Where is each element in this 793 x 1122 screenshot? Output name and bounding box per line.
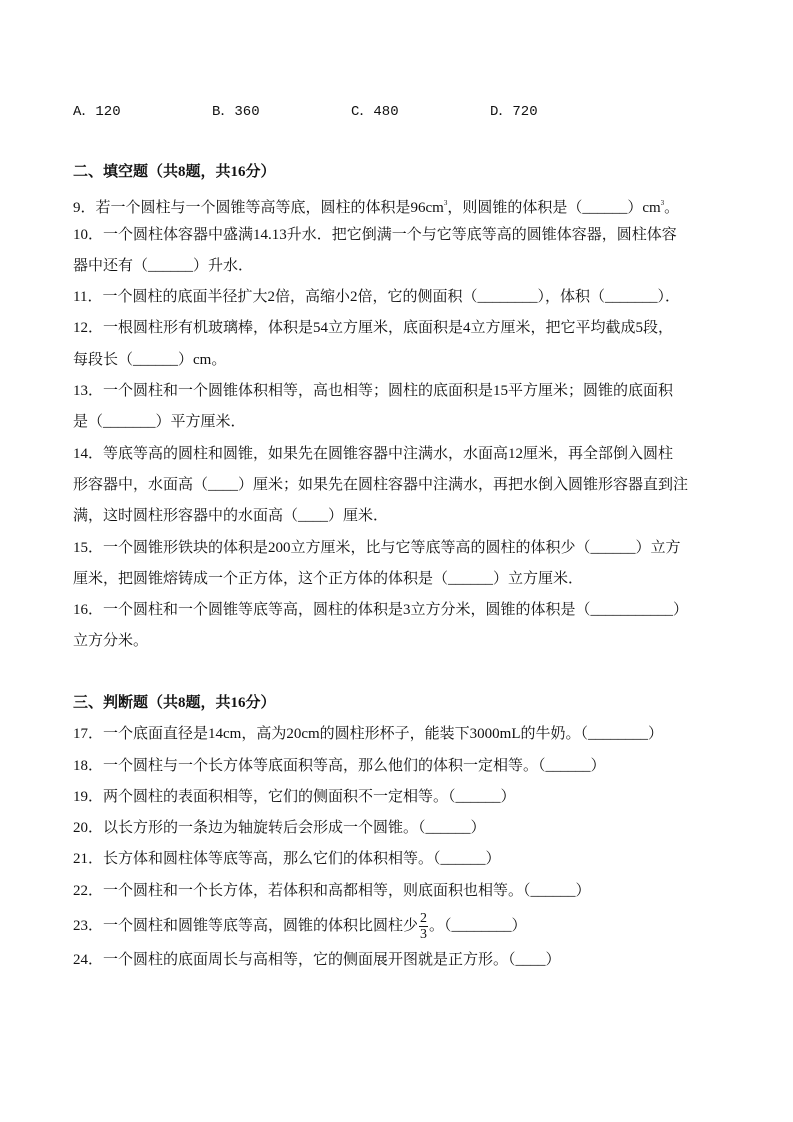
question-text: 16．一个圆柱和一个圆锥等底等高，圆柱的体积是3立方分米，圆锥的体积是（___________）: [73, 602, 689, 619]
question-line: [73, 595, 733, 626]
question-line: [73, 564, 733, 595]
question-text: 是（_______）平方厘米．: [73, 414, 246, 431]
question-text: 9．若一个圆柱与一个圆锥等高等底，圆柱的体积是96cm: [73, 200, 444, 217]
question-text: 。（________）: [429, 918, 527, 935]
superscript: 3: [443, 199, 448, 208]
question-line: [73, 439, 733, 470]
question-line: [73, 876, 733, 907]
question-text: 19．两个圆柱的表面积相等，它们的侧面积不一定相等。（______）: [73, 788, 516, 805]
question-line: [73, 719, 733, 750]
question-line: [73, 282, 733, 313]
question-line: [73, 376, 733, 407]
option-a: A．120: [73, 104, 121, 120]
fraction: [419, 911, 428, 942]
superscript: 3: [660, 199, 665, 208]
question-text: 15．一个圆锥形铁块的体积是200立方厘米，比与它等底等高的圆柱的体积少（______）立方: [73, 539, 681, 556]
fraction-denominator: 3: [420, 927, 428, 943]
section-title: 二、填空题（共8题，共16分）: [73, 164, 276, 180]
question-line: [73, 907, 733, 945]
question-text: 12．一根圆柱形有机玻璃棒，体积是54立方厘米，底面积是4立方厘米，把它平均截成5段，: [73, 320, 674, 337]
question-text: 。: [664, 200, 680, 217]
question-line: [73, 626, 733, 657]
question-text: 满，这时圆柱形容器中的水面高（____）厘米．: [73, 508, 389, 525]
option-d: D．720: [490, 104, 538, 120]
question-text: 22．一个圆柱和一个长方体，若体积和高都相等，则底面积也相等。（______）: [73, 882, 591, 899]
question-text: 11．一个圆柱的底面半径扩大2倍，高缩小2倍，它的侧面积（________），体积（_______）．: [73, 289, 680, 306]
question-text: 21．长方体和圆柱体等底等高，那么它们的体积相等。（______）: [73, 851, 501, 868]
question-text: 17．一个底面直径是14cm，高为20cm的圆柱形杯子，能装下3000mL的牛奶。（________）: [73, 726, 663, 743]
question-line: [73, 188, 733, 219]
question-text: 23．一个圆柱和圆锥等底等高，圆锥的体积比圆柱少: [73, 918, 419, 935]
question-line: [73, 220, 733, 251]
question-text: 10．一个圆柱体容器中盛满14.13升水．把它倒满一个与它等底等高的圆锥体容器，圆柱体容: [73, 226, 677, 243]
true-false-section: [73, 688, 733, 976]
question-text: 14．等底等高的圆柱和圆锥，如果先在圆锥容器中注满水，水面高12厘米，再全部倒入圆柱: [73, 445, 674, 462]
question-text: 每段长（______）cm。: [73, 351, 227, 368]
question-text: 24．一个圆柱的底面周长与高相等，它的侧面展开图就是正方形。（____）: [73, 952, 561, 969]
fraction-numerator: 2: [420, 911, 428, 927]
question-line: [73, 533, 733, 564]
question-line: [73, 945, 733, 976]
question-text: 13．一个圆柱和一个圆锥体积相等，高也相等；圆柱的底面积是15平方厘米；圆锥的底面积: [73, 383, 674, 400]
question-line: [73, 844, 733, 875]
question-text: 形容器中，水面高（____）厘米；如果先在圆柱容器中注满水，再把水倒入圆锥形容器直到注: [73, 476, 689, 493]
question-line: [73, 345, 733, 376]
question-line: [73, 782, 733, 813]
question-line: [73, 501, 733, 532]
option-b: B．360: [212, 104, 260, 120]
question-line: [73, 407, 733, 438]
question-text: 立方分米。: [73, 633, 149, 650]
question-text: 18．一个圆柱与一个长方体等底面积等高，那么他们的体积一定相等。（______）: [73, 757, 606, 774]
section-title: 三、判断题（共8题，共16分）: [73, 695, 276, 711]
option-c: C．480: [351, 104, 399, 120]
question-text: ，则圆锥的体积是（______）cm: [447, 200, 661, 217]
question-line: [73, 470, 733, 501]
fill-in-section: [73, 157, 733, 658]
question-line: [73, 751, 733, 782]
choice-options: [73, 100, 629, 120]
question-text: 厘米，把圆锥熔铸成一个正方体，这个正方体的体积是（______）立方厘米．: [73, 570, 584, 587]
question-text: 20．以长方形的一条边为轴旋转后会形成一个圆锥。（______）: [73, 820, 486, 837]
question-line: [73, 313, 733, 344]
question-line: [73, 251, 733, 282]
question-text: 器中还有（______）升水．: [73, 257, 254, 274]
question-line: [73, 813, 733, 844]
